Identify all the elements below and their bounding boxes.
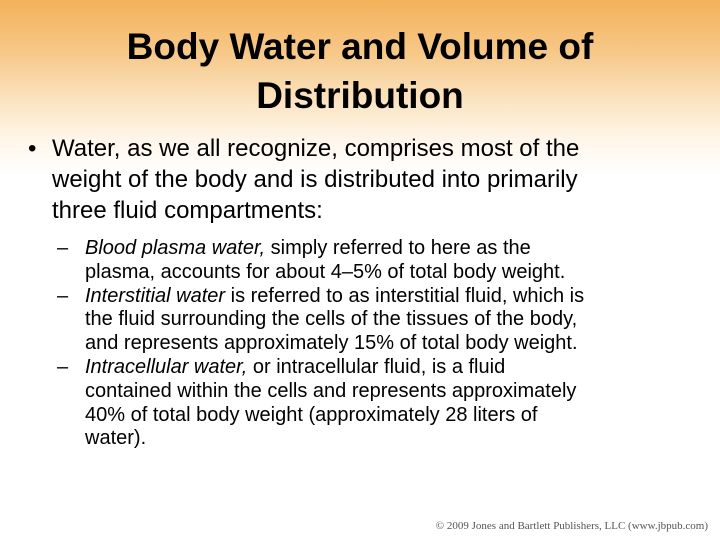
- title-line-1: Body Water and Volume of: [126, 26, 594, 67]
- sub-bullet-line: water).: [85, 427, 147, 450]
- sub-bullet-marker: –: [57, 284, 69, 307]
- sub-bullet-marker: –: [57, 355, 69, 378]
- sub-bullet-text: is referred to as interstitial fluid, which is: [225, 284, 585, 307]
- main-bullet: [28, 133, 700, 226]
- sub-bullet-line: contained within the cells and represents approximately: [85, 379, 577, 402]
- sub-bullet-line: [85, 356, 697, 380]
- sub-bullet-list: [57, 237, 697, 451]
- sub-bullet-line: 40% of total body weight (approximately 28 liters of: [85, 403, 538, 426]
- sub-bullet-interstitial: [57, 285, 697, 356]
- sub-bullet-term: Interstitial water: [85, 284, 226, 307]
- sub-bullet-line: plasma, accounts for about 4–5% of total body weight.: [85, 260, 566, 283]
- copyright-footer: © 2009 Jones and Bartlett Publishers, LLC (www.jbpub.com): [435, 520, 708, 532]
- sub-bullet-line: [85, 237, 697, 261]
- title-line-2: Distribution: [256, 75, 464, 116]
- bullet-line-2: weight of the body and is distributed into primarily: [52, 166, 578, 193]
- sub-bullet-term: Blood plasma water,: [85, 237, 266, 259]
- bullet-marker: •: [28, 135, 37, 162]
- sub-bullet-text: or intracellular fluid, is a fluid: [247, 355, 506, 378]
- bullet-text: [52, 133, 700, 226]
- sub-bullet-intracellular: [57, 356, 697, 451]
- sub-bullet-marker: –: [57, 237, 69, 259]
- sub-bullet-line: the fluid surrounding the cells of the tissues of the body,: [85, 308, 578, 331]
- sub-bullet-term: Intracellular water,: [85, 355, 248, 378]
- sub-bullet-line: and represents approximately 15% of total body weight.: [85, 332, 578, 355]
- sub-bullet-text: simply referred to here as the: [265, 237, 531, 259]
- bullet-line-3: three fluid compartments:: [52, 197, 323, 224]
- sub-bullet-plasma: [57, 237, 697, 285]
- bullet-line-1: Water, as we all recognize, comprises most of the: [52, 135, 580, 162]
- sub-bullet-line: [85, 285, 697, 309]
- slide-title: [30, 22, 690, 120]
